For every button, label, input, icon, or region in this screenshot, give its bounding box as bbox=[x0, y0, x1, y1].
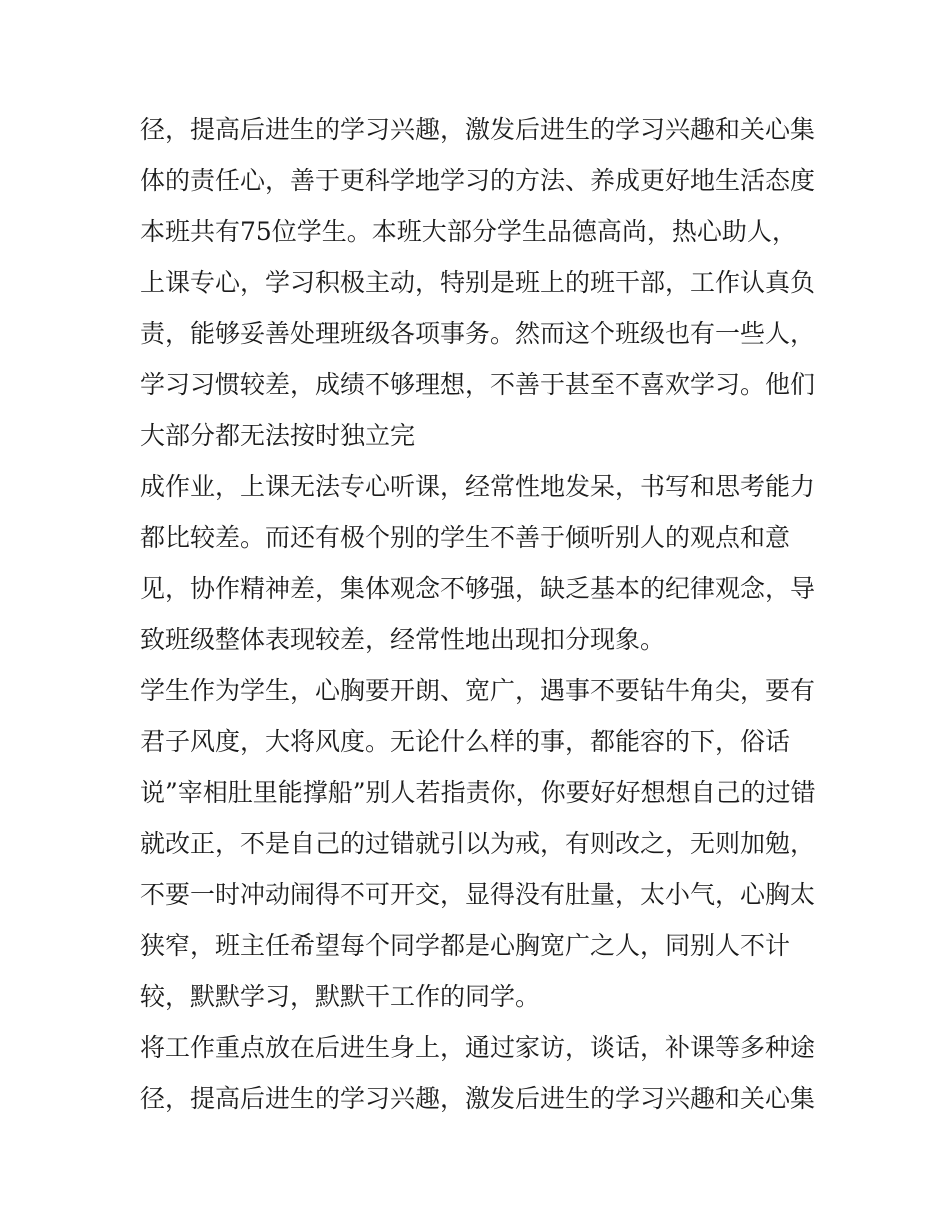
text-line-5: 责，能够妥善处理班级各项事务。然而这个班级也有一些人， bbox=[140, 319, 816, 348]
text-line-18: 较，默默学习，默默干工作的同学。 bbox=[140, 982, 541, 1011]
text-line-13: 君子风度，大将风度。无论什么样的事，都能容的下，俗话 bbox=[140, 727, 791, 756]
text-line-9: 都比较差。而还有极个别的学生不善于倾听别人的观点和意 bbox=[140, 523, 791, 552]
text-line-2: 体的责任心，善于更科学地学习的方法、养成更好地生活态度 bbox=[140, 166, 816, 195]
text-line-6: 学习习惯较差，成绩不够理想，不善于甚至不喜欢学习。他们 bbox=[140, 370, 816, 399]
text-line-14: 说”宰相肚里能撑船”别人若指责你，你要好好想想自己的过错 bbox=[140, 778, 816, 807]
text-line-11: 致班级整体表现较差，经常性地出现扣分现象。 bbox=[140, 625, 666, 654]
body-text bbox=[140, 104, 820, 1124]
text-line-4: 上课专心，学习积极主动，特别是班上的班干部，工作认真负 bbox=[140, 268, 816, 297]
text-line-16: 不要一时冲动闹得不可开交，显得没有肚量，太小气，心胸太 bbox=[140, 880, 816, 909]
text-line-8: 成作业，上课无法专心听课，经常性地发呆，书写和思考能力 bbox=[140, 472, 816, 501]
text-line-20: 径，提高后进生的学习兴趣，激发后进生的学习兴趣和关心集 bbox=[140, 1084, 816, 1113]
text-line-15: 就改正，不是自己的过错就引以为戒，有则改之，无则加勉， bbox=[140, 829, 816, 858]
text-line-12: 学生作为学生，心胸要开朗、宽广，遇事不要钻牛角尖，要有 bbox=[140, 676, 816, 705]
text-line-17: 狭窄，班主任希望每个同学都是心胸宽广之人，同别人不计 bbox=[140, 931, 791, 960]
text-line-10: 见，协作精神差，集体观念不够强，缺乏基本的纪律观念，导 bbox=[140, 574, 816, 603]
text-line-19: 将工作重点放在后进生身上，通过家访，谈话，补课等多种途 bbox=[140, 1033, 816, 1062]
text-line-3: 本班共有75位学生。本班大部分学生品德高尚，热心助人， bbox=[140, 217, 797, 246]
text-line-1: 径，提高后进生的学习兴趣，激发后进生的学习兴趣和关心集 bbox=[140, 115, 816, 144]
text-line-7: 大部分都无法按时独立完 bbox=[140, 421, 416, 450]
